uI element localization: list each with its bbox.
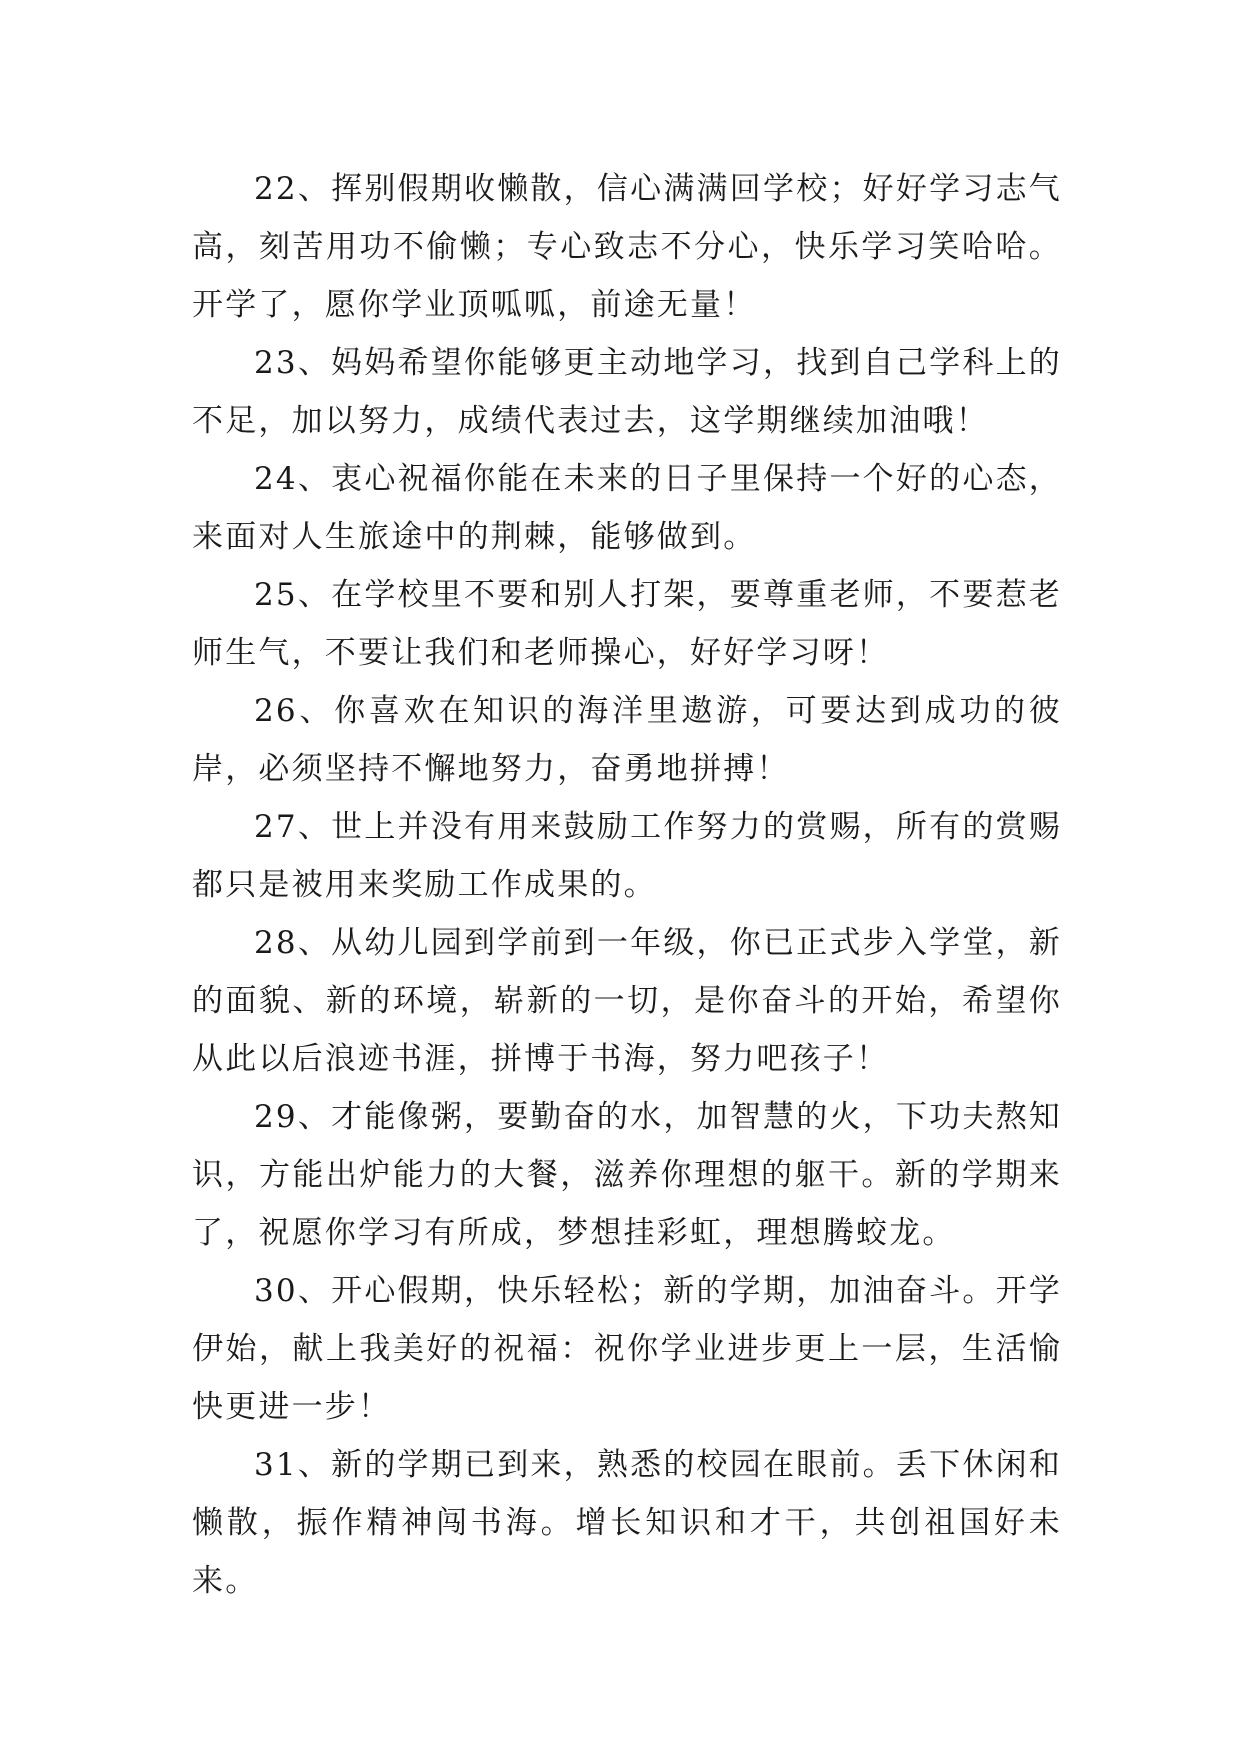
- paragraph-23: 23、妈妈希望你能够更主动地学习，找到自己学科上的不足，加以努力，成绩代表过去，这学期继续加油哦！: [192, 345, 1062, 439]
- paragraph-24: 24、衷心祝福你能在未来的日子里保持一个好的心态，来面对人生旅途中的荆棘，能够做到。: [192, 461, 1062, 555]
- paragraph-22: 22、挥别假期收懒散，信心满满回学校；好好学习志气高，刻苦用功不偷懒；专心致志不分心，快乐学习笑哈哈。开学了，愿你学业顶呱呱，前途无量！: [192, 171, 1062, 323]
- document-body: [192, 160, 1062, 1610]
- paragraph-28: 28、从幼儿园到学前到一年级，你已正式步入学堂，新的面貌、新的环境，崭新的一切，是你奋斗的开始，希望你从此以后浪迹书涯，拼博于书海，努力吧孩子！: [192, 925, 1062, 1077]
- paragraph-25: 25、在学校里不要和别人打架，要尊重老师，不要惹老师生气，不要让我们和老师操心，好好学习呀！: [192, 577, 1062, 671]
- paragraph-30: 30、开心假期，快乐轻松；新的学期，加油奋斗。开学伊始，献上我美好的祝福：祝你学业进步更上一层，生活愉快更进一步！: [192, 1273, 1062, 1425]
- paragraph-29: 29、才能像粥，要勤奋的水，加智慧的火，下功夫熬知识，方能出炉能力的大餐，滋养你理想的躯干。新的学期来了，祝愿你学习有所成，梦想挂彩虹，理想腾蛟龙。: [192, 1099, 1062, 1251]
- paragraph-31: 31、新的学期已到来，熟悉的校园在眼前。丢下休闲和懒散，振作精神闯书海。增长知识和才干，共创祖国好未来。: [192, 1447, 1062, 1599]
- paragraph-27: 27、世上并没有用来鼓励工作努力的赏赐，所有的赏赐都只是被用来奖励工作成果的。: [192, 809, 1062, 903]
- paragraph-26: 26、你喜欢在知识的海洋里遨游，可要达到成功的彼岸，必须坚持不懈地努力，奋勇地拼搏！: [192, 693, 1062, 787]
